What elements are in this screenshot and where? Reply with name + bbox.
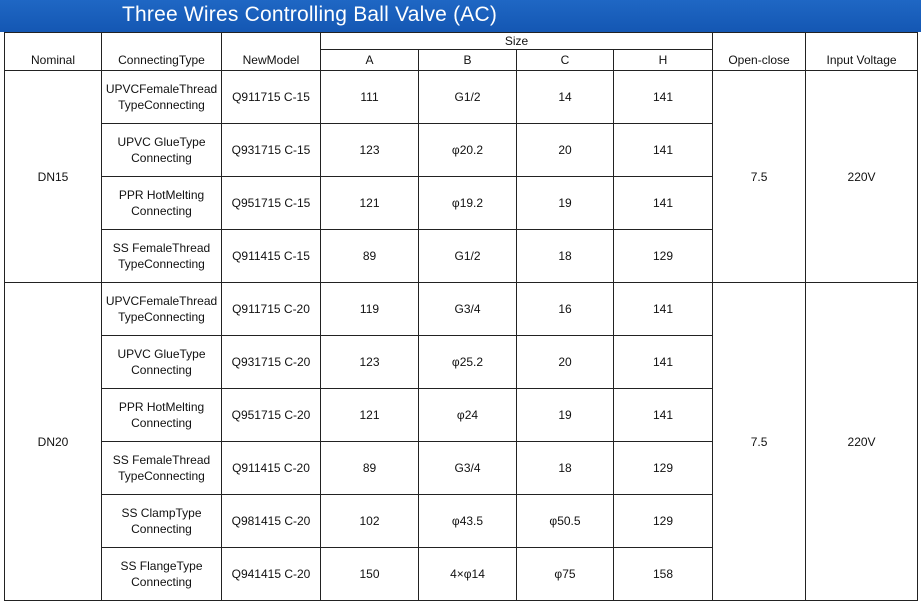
input-voltage-cell: 220V [806,71,918,283]
size-c-cell: 16 [517,283,614,336]
size-c-cell: φ50.5 [517,495,614,548]
size-c-cell: φ75 [517,548,614,601]
size-h-cell: 129 [614,495,713,548]
size-a-cell: 121 [321,389,419,442]
size-b-cell: G3/4 [419,283,517,336]
size-a-cell: 102 [321,495,419,548]
header-open-close: Open-close [713,33,806,71]
size-h-cell: 141 [614,283,713,336]
connecting-type-cell [102,495,222,548]
header-size-b: B [419,50,517,71]
nominal-cell: DN15 [5,71,102,283]
header-size-h: H [614,50,713,71]
connecting-type-line2: TypeConnecting [118,469,205,483]
connecting-type-cell [102,71,222,124]
connecting-type-cell [102,230,222,283]
connecting-type-cell [102,283,222,336]
header-size-a: A [321,50,419,71]
size-h-cell: 141 [614,177,713,230]
size-c-cell: 18 [517,230,614,283]
size-c-cell: 20 [517,124,614,177]
header-row [5,33,918,50]
connecting-type-cell [102,177,222,230]
connecting-type-line1: UPVC GlueType [117,347,206,361]
connecting-type-line1: SS ClampType [121,506,202,520]
size-h-cell: 158 [614,548,713,601]
connecting-type-line1: UPVCFemaleThread [105,294,218,308]
model-cell: Q931715 C-15 [222,124,321,177]
size-h-cell: 129 [614,230,713,283]
nominal-cell: DN20 [5,283,102,601]
connecting-type-line2: Connecting [131,204,192,218]
header-new-model: NewModel [222,33,321,71]
header-size: Size [321,33,713,50]
size-h-cell: 129 [614,442,713,495]
connecting-type-line1: SS FemaleThread [112,241,211,255]
size-h-cell: 141 [614,71,713,124]
size-c-cell: 18 [517,442,614,495]
size-a-cell: 89 [321,230,419,283]
connecting-type-cell [102,548,222,601]
connecting-type-line2: Connecting [131,575,192,589]
connecting-type-line2: Connecting [131,363,192,377]
size-c-cell: 14 [517,71,614,124]
connecting-type-line2: Connecting [131,151,192,165]
connecting-type-line2: Connecting [131,522,192,536]
size-a-cell: 111 [321,71,419,124]
size-b-cell: G3/4 [419,442,517,495]
spec-table-body [5,71,918,601]
connecting-type-line2: Connecting [131,416,192,430]
header-size-c: C [517,50,614,71]
model-cell: Q911415 C-15 [222,230,321,283]
size-a-cell: 150 [321,548,419,601]
model-cell: Q911715 C-15 [222,71,321,124]
connecting-type-cell [102,336,222,389]
connecting-type-line1: SS FlangeType [120,559,203,573]
spec-table [4,32,918,601]
connecting-type-line1: PPR HotMelting [118,188,205,202]
model-cell: Q911715 C-20 [222,283,321,336]
connecting-type-cell [102,442,222,495]
connecting-type-line2: TypeConnecting [118,310,205,324]
size-b-cell: 4×φ14 [419,548,517,601]
header-connecting-type: ConnectingType [102,33,222,71]
connecting-type-line1: SS FemaleThread [112,453,211,467]
size-b-cell: φ25.2 [419,336,517,389]
size-c-cell: 19 [517,389,614,442]
size-b-cell: φ24 [419,389,517,442]
connecting-type-cell [102,389,222,442]
size-b-cell: φ19.2 [419,177,517,230]
header-input-voltage: Input Voltage [806,33,918,71]
connecting-type-line1: PPR HotMelting [118,400,205,414]
title-banner [0,0,921,32]
model-cell: Q951715 C-15 [222,177,321,230]
connecting-type-line2: TypeConnecting [118,257,205,271]
header-nominal: Nominal [5,33,102,71]
model-cell: Q941415 C-20 [222,548,321,601]
table-row [5,71,918,124]
page-title: Three Wires Controlling Ball Valve (AC) [122,3,498,26]
size-a-cell: 123 [321,336,419,389]
connecting-type-line2: TypeConnecting [118,98,205,112]
model-cell: Q911415 C-20 [222,442,321,495]
size-a-cell: 123 [321,124,419,177]
table-row [5,283,918,336]
model-cell: Q931715 C-20 [222,336,321,389]
input-voltage-cell: 220V [806,283,918,601]
size-a-cell: 119 [321,283,419,336]
size-a-cell: 121 [321,177,419,230]
open-close-cell: 7.5 [713,283,806,601]
size-c-cell: 20 [517,336,614,389]
size-h-cell: 141 [614,124,713,177]
size-b-cell: G1/2 [419,71,517,124]
size-h-cell: 141 [614,389,713,442]
open-close-cell: 7.5 [713,71,806,283]
size-h-cell: 141 [614,336,713,389]
size-c-cell: 19 [517,177,614,230]
connecting-type-line1: UPVCFemaleThread [105,82,218,96]
size-b-cell: φ20.2 [419,124,517,177]
model-cell: Q951715 C-20 [222,389,321,442]
size-b-cell: G1/2 [419,230,517,283]
connecting-type-cell [102,124,222,177]
size-b-cell: φ43.5 [419,495,517,548]
connecting-type-line1: UPVC GlueType [117,135,206,149]
model-cell: Q981415 C-20 [222,495,321,548]
size-a-cell: 89 [321,442,419,495]
